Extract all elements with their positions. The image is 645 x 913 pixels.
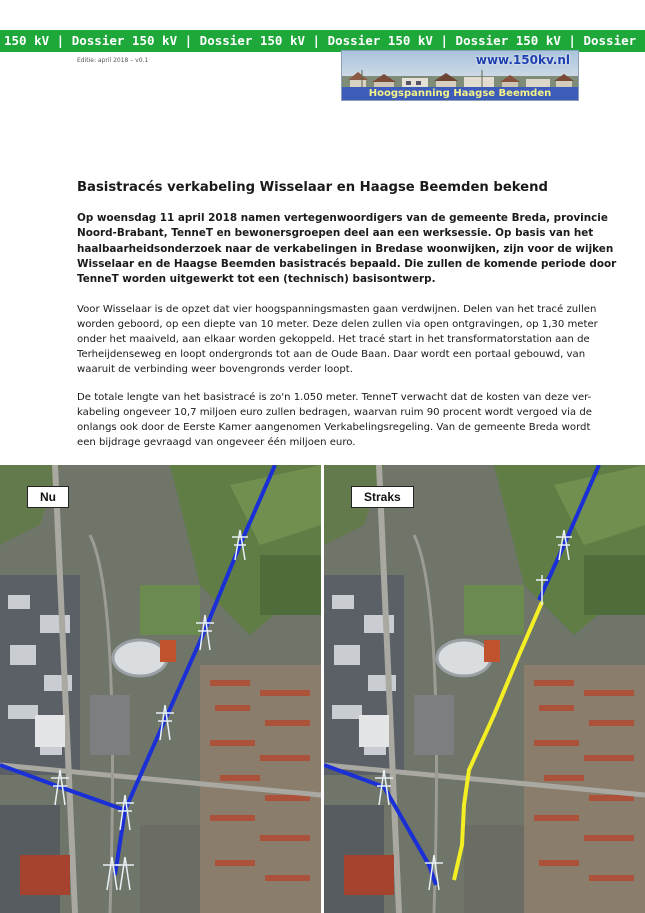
logo-name: Hoogspanning Haagse Beemden bbox=[342, 87, 578, 100]
paragraph-line: onder het maaiveld, aan elkaar worden gekoppeld. Het tracé start in het transformatorstation aan de bbox=[77, 334, 590, 345]
article-paragraph-1 bbox=[77, 302, 598, 377]
aerial-image-current bbox=[0, 465, 321, 913]
lead-line: Noord-Brabant, TenneT en bewonersgroepen deel aan een werksessie. Op basis van het bbox=[77, 227, 594, 240]
paragraph-line: Voor Wisselaar is de opzet dat vier hoogspanningsmasten gaan verdwijnen. Delen van het tracé zullen bbox=[77, 304, 597, 315]
banner-text: 150 kV | Dossier 150 kV | Dossier 150 kV | Dossier 150 kV | Dossier 150 kV | Dossier bbox=[4, 33, 637, 48]
paragraph-line: De totale lengte van het basistracé is zo'n 1.050 meter. TenneT verwacht dat de kosten van deze ver- bbox=[77, 392, 592, 403]
lead-line: Wisselaar en de Haagse Beemden basistracés bepaald. Die zullen de komende periode door bbox=[77, 257, 617, 270]
map-current bbox=[0, 465, 321, 913]
paragraph-line: een bijdrage gevraagd van ongeveer één miljoen euro. bbox=[77, 437, 356, 448]
paragraph-line: waaruit de verbinding weer bovengronds verder loopt. bbox=[77, 364, 353, 375]
map-label-now: Nu bbox=[27, 486, 69, 508]
map-label-later: Straks bbox=[351, 486, 414, 508]
article-title: Basistracés verkabeling Wisselaar en Haagse Beemden bekend bbox=[77, 180, 548, 195]
logo-url[interactable]: www.150kv.nl bbox=[475, 53, 570, 67]
article-lead bbox=[77, 211, 617, 287]
paragraph-line: Terheijdenseweg en loopt ondergronds tot aan de Oude Baan. Daar wordt een portaal gebouwd, van bbox=[77, 349, 586, 360]
article-paragraph-2 bbox=[77, 390, 592, 450]
paragraph-line: worden geboord, op een diepte van 10 meter. Deze delen zullen via open ontgravingen, op 1,30 meter bbox=[77, 319, 598, 330]
map-future bbox=[324, 465, 645, 913]
aerial-image-future bbox=[324, 465, 645, 913]
lead-line: haalbaarheidsonderzoek naar de verkabelingen in Bredase woonwijken, zijn voor de wijken bbox=[77, 242, 614, 255]
lead-line: TenneT worden uitgewerkt tot een (technisch) basisontwerp. bbox=[77, 273, 436, 286]
paragraph-line: kabeling ongeveer 10,7 miljoen euro zullen bedragen, waarvan ruim 90 procent wordt vergoed via de bbox=[77, 407, 592, 418]
site-logo[interactable] bbox=[341, 50, 579, 101]
edition-label: Editie: april 2018 – v0.1 bbox=[77, 57, 149, 64]
paragraph-line: onlangs ook door de Eerste Kamer aangenomen Verkabelingsregeling. Van de gemeente Breda wordt bbox=[77, 422, 591, 433]
lead-line: Op woensdag 11 april 2018 namen vertegenwoordigers van de gemeente Breda, provincie bbox=[77, 212, 608, 224]
dossier-banner bbox=[0, 30, 645, 52]
